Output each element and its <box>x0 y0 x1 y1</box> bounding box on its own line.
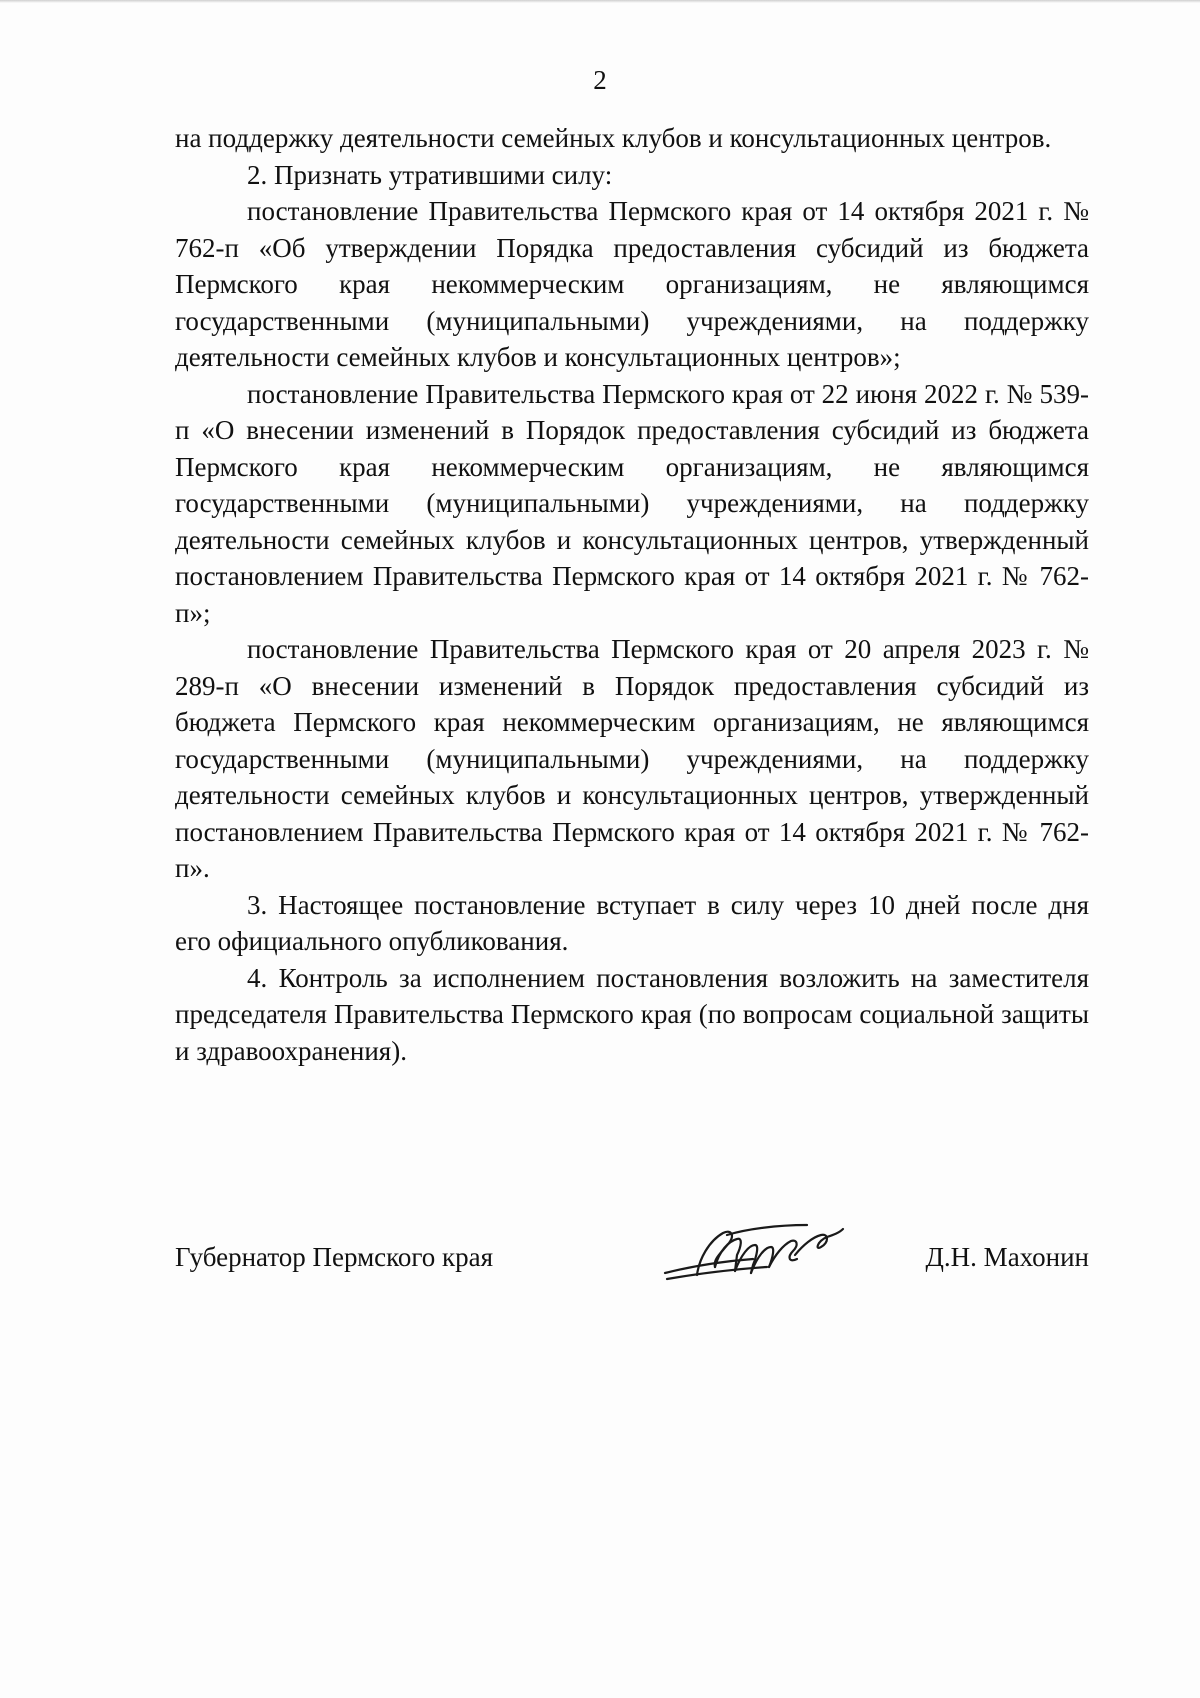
paragraph-repeal-762: постановление Правительства Пермского края от 14 октября 2021 г. № 762-п «Об утверждении Порядка предоставления субсидий из бюджета Пермского края некоммерческим организациям, не являющимся государственными (муниципальными) учреждениями, на поддержку деятельности семейных клубов и консультационных центров»; <box>175 196 1089 372</box>
handwritten-signature <box>657 1215 847 1295</box>
paragraph-repeal-539: постановление Правительства Пермского края от 22 июня 2022 г. № 539-п «О внесении изменений в Порядок предоставления субсидий из бюджета Пермского края некоммерческим организациям, не являющимся государственными (муниципальными) учреждениями, на поддержку деятельности семейных клубов и консультационных центров, утвержденный постановлением Правительства Пермского края от 14 октября 2021 г. № 762-п»; <box>175 378 1089 628</box>
document-body <box>175 120 1089 1069</box>
paragraph-item-3: 3. Настоящее постановление вступает в силу через 10 дней после дня его официального опубликования. <box>175 889 1089 956</box>
paragraph-repeal-289: постановление Правительства Пермского края от 20 апреля 2023 г. № 289-п «О внесении изменений в Порядок предоставления субсидий из бюджета Пермского края некоммерческим организациям, не являющимся государственными (муниципальными) учреждениями, на поддержку деятельности семейных клубов и консультационных центров, утвержденный постановлением Правительства Пермского края от 14 октября 2021 г. № 762-п». <box>175 634 1089 883</box>
scan-edge <box>0 0 1200 3</box>
paragraph-item-2: 2. Признать утратившими силу: <box>247 159 613 190</box>
signatory-position: Губернатор Пермского края <box>175 1242 494 1272</box>
paragraph-continuation: на поддержку деятельности семейных клубов и консультационных центров. <box>175 123 1052 153</box>
signature-block <box>175 1233 1089 1293</box>
signatory-name: Д.Н. Махонин <box>925 1242 1089 1272</box>
paragraph-item-4: 4. Контроль за исполнением постановления возложить на заместителя председателя Правительства Пермского края (по вопросам социальной защиты и здравоохранения). <box>175 962 1089 1066</box>
page-number: 2 <box>593 65 607 95</box>
